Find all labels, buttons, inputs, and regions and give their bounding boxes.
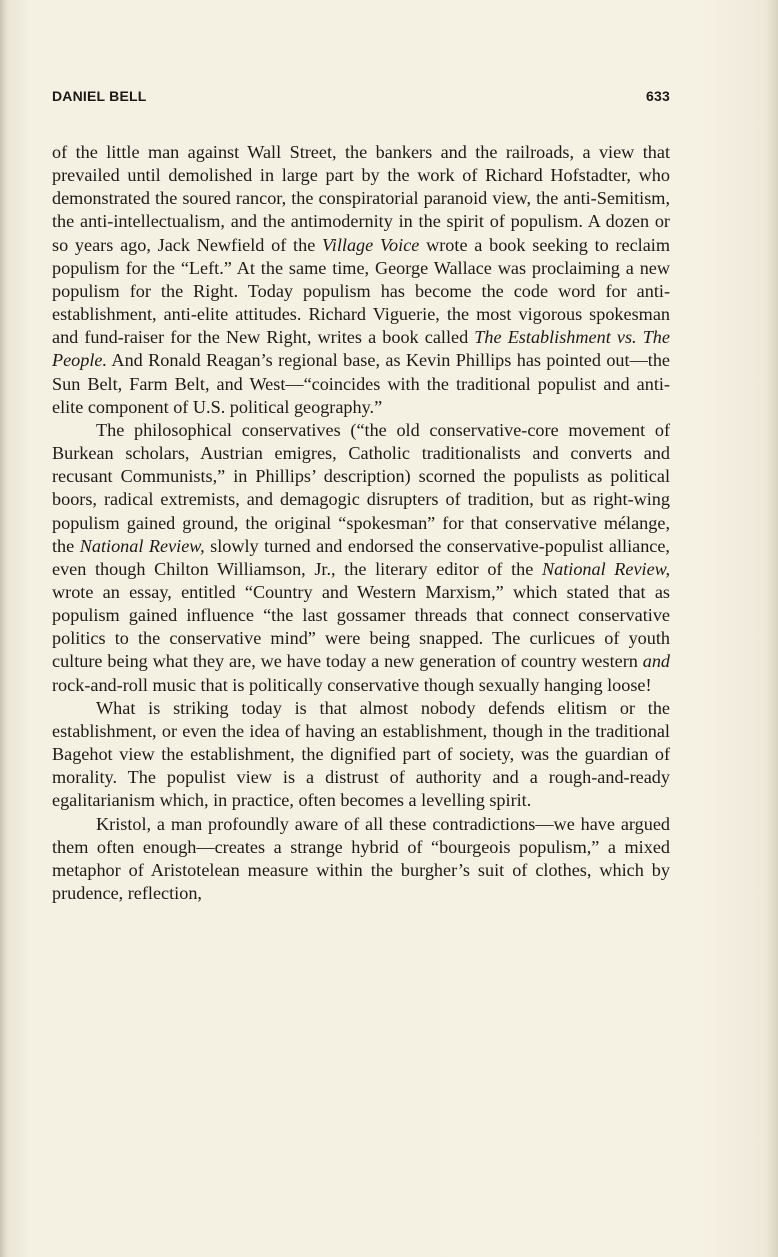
page-edge	[768, 0, 778, 1257]
body-text	[52, 141, 670, 905]
text-segment: And Ronald Reagan’s regional base, as Kevin Phillips has pointed out—the Sun Belt, Farm Belt, and West—“coincides with the traditional populist and anti-elite component of U.S. political geography.”	[52, 350, 670, 417]
italic-title-establishment-vs-people: The Establishment vs. The People.	[52, 327, 670, 371]
text-segment: wrote a book seeking to reclaim populism for the “Left.” At the same time, George Wallace was proclaiming a new populism for the Right. Today populism has become the code word for anti-establishment, anti-elite attitudes. Richard Viguerie, the most vigorous spokesman and fund-raiser for the New Right, writes a book called	[52, 234, 671, 348]
italic-emphasis-and: and	[642, 651, 670, 672]
paragraph-2	[52, 419, 670, 697]
italic-title-national-review: National Review,	[541, 558, 671, 579]
page-number: 633	[646, 88, 670, 104]
text-segment: of the little man against Wall Street, the bankers and the railroads, a view that prevailed until demolished in large part by the work of Richard Hofstadter, who demonstrated the soured rancor, the conspiratorial paranoid view, the anti-Semitism, the anti-intellectualism, and the antimodernity in the spirit of populism. A dozen or so years ago, Jack Newfield of the	[52, 142, 670, 255]
text-segment: slowly turned and endorsed the conservative-populist alliance, even though Chilton Williamson, Jr., the literary editor of the	[52, 535, 670, 579]
text-segment: wrote an essay, entitled “Country and Western Marxism,” which stated that as populism gained influence “the last gossamer threads that connect conservative politics to the conservative mind” were being snapped. The curlicues of youth culture being what they are, we have today a new generation of country western	[52, 581, 670, 672]
running-header	[52, 88, 670, 110]
italic-title-national-review: National Review,	[79, 535, 205, 556]
text-segment: Kristol, a man profoundly aware of all these contradictions—we have argued them often enough—creates a strange hybrid of “bourgeois populism,” a mixed metaphor of Aristotelean measure within the burgher’s suit of clothes, which by prudence, reflection,	[52, 813, 670, 903]
page-binding-shadow	[0, 0, 6, 1257]
italic-title-village-voice: Village Voice	[322, 234, 420, 255]
paragraph-4	[52, 813, 670, 906]
paragraph-3	[52, 697, 670, 813]
text-segment: rock-and-roll music that is politically conservative though sexually hanging loose!	[52, 674, 652, 695]
text-segment: The philosophical conservatives (“the old conservative-core movement of Burkean scholars, Austrian emigres, Catholic traditionalists and converts and recusant Communists,” in Phillips’ description) scorned the populists as political boors, radical extremists, and demagogic disrupters of tradition, but as right-wing populism gained ground, the original “spokesman” for that conservative mélange, the	[52, 419, 670, 556]
running-head-author: DANIEL BELL	[52, 88, 147, 104]
text-segment: What is striking today is that almost nobody defends elitism or the establishment, or even the idea of having an establishment, though in the traditional Bagehot view the establishment, the dignified part of society, was the guardian of morality. The populist view is a distrust of authority and a rough-and-ready egalitarianism which, in practice, often becomes a levelling spirit.	[52, 697, 670, 811]
paragraph-1	[52, 141, 670, 419]
